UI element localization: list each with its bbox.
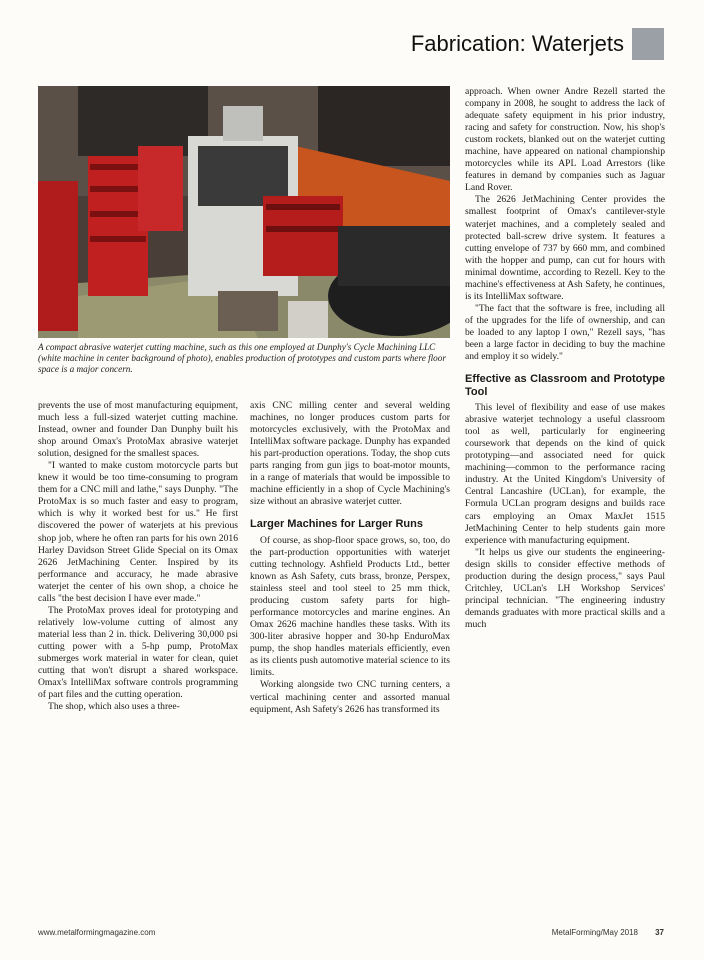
paragraph: This level of flexibility and ease of use makes abrasive waterjet technology a useful classroom tool as well, particularly for engineering coursework that depends on the kind of quick prototyping—and associated need for quick machining—common to the performance racing industry. At the United Kingdom's University of Central Lancashire (UCLan), for example, the Formula UCLan program designs and builds race cars employing an Omax MaxJet 1515 JetMachining Center to help students gain more experience with manufacturing equipment. <box>465 402 665 546</box>
article-column-2 <box>250 400 450 920</box>
header-tab-marker <box>632 28 664 60</box>
subheading: Effective as Classroom and Prototype Tool <box>465 373 665 398</box>
paragraph: axis CNC milling center and several welding machines, no longer produces custom parts for motorcycles exclusively, with the ProtoMax and IntelliMax software package. Dunphy has expanded his part-production operations. Today, the shop cuts parts ranging from gun jigs to boat-motor mounts, in a range of materials that would be impossible to machine efficiently in a shop of Cycle Machining's size without an abrasive waterjet cutter. <box>250 400 450 508</box>
paragraph: Of course, as shop-floor space grows, so, too, do the part-production opportunities with waterjet cutting technology. Ashfield Products Ltd., better known as Ash Safety, cuts brass, bronze, Perspex, stainless steel and tool steel to 25 mm thick, producing custom safety parts for high-performance motorcycles and marine engines. An Omax 2626 machine handles these tasks. With its 300-liter abrasive hopper and 30-hp EnduroMax pump, the shop handles materials efficiently, even as its clients push automotive material science to its limits. <box>250 534 450 679</box>
paragraph: The ProtoMax proves ideal for prototyping and relatively low-volume cutting of almost any material less than 2 in. thick. Delivering 30,000 psi cutting power with a 5-hp pump, ProtoMax submerges work material in water for clean, quiet cutting that won't disrupt a shared workspace. Omax's IntelliMax software controls programming of part files and the cutting operation. <box>38 604 238 701</box>
page-number: 37 <box>655 928 664 937</box>
paragraph: "I wanted to make custom motorcycle parts but knew it would be too time-consuming to program them for a CNC mill and lathe," says Dunphy. "The ProtoMax is so much faster and easy to program, which is why it worked best for us." He first discovered the power of waterjets at his previous shop job, where he often ran parts for his own 2016 Harley Davidson Street Glide Special on its Omax 2626 JetMachining Center. Inspired by its performance and accuracy, he made abrasive waterjet the center of his own shop, a choice he calls "the best decision I have ever made." <box>38 460 238 604</box>
paragraph: "The fact that the software is free, including all of the upgrades for the life of ownership, and can be loaded to any laptop I own," Rezell says, "has been a large factor in deciding to buy the machine and employ it so widely." <box>465 302 665 363</box>
section-title: Fabrication: Waterjets <box>410 31 624 56</box>
photo-caption: A compact abrasive waterjet cutting machine, such as this one employed at Dunphy's Cycle Machining LLC (white machine in center background of photo), enables production of prototypes and custom parts where floor space is a major concern. <box>38 342 446 375</box>
paragraph: approach. When owner Andre Rezell started the company in 2008, he sought to address the lack of adequate safety equipment in his prior industry, racing and safety for construction. Now, his shop's custom rockets, blanked out on the waterjet cutting machine, have appeared on national championship motorcycles while its APL Load Arrestors (like features in demand by companies such as Jaguar Land Rover. <box>465 86 665 194</box>
subheading: Larger Machines for Larger Runs <box>250 518 423 531</box>
paragraph: Working alongside two CNC turning centers, a vertical machining center and assorted manual equipment, Ash Safety's 2626 has transformed its <box>250 679 450 715</box>
section-header <box>398 28 664 60</box>
article-column-3 <box>465 86 665 920</box>
paragraph: The 2626 JetMachining Center provides the smallest footprint of Omax's cantilever-style waterjet machines, and a completely sealed and protected ball-screw drive system. It features a cutting envelope of 737 by 660 mm, and combined with the hopper and pump, can cut for hours with minimal downtime, according to Rezell. Key to the machine's effectiveness at Ash Safety, he continues, is its IntelliMax software. <box>465 194 665 302</box>
footer-issue: MetalForming/May 2018 <box>551 928 638 937</box>
article-column-1 <box>38 400 238 920</box>
shop-floor-photo <box>38 86 450 338</box>
paragraph: The shop, which also uses a three- <box>48 701 180 713</box>
paragraph: prevents the use of most manufacturing equipment, much less a full-sized waterjet cutting machine. Instead, owner and founder Dan Dunphy built his shop around Omax's ProtoMax abrasive waterjet solution, designed for the smallest spaces. <box>38 400 238 460</box>
paragraph: "It helps us give our students the engineering-design skills to consider effective methods of production during the design process," says Paul Critchley, UCLan's LH Workshop Services' principal technician. "The engineering industry demands graduates with more practical skills and a much <box>465 546 665 630</box>
article-photo <box>38 86 450 338</box>
footer-url: www.metalformingmagazine.com <box>38 928 156 937</box>
page-footer <box>38 928 664 942</box>
